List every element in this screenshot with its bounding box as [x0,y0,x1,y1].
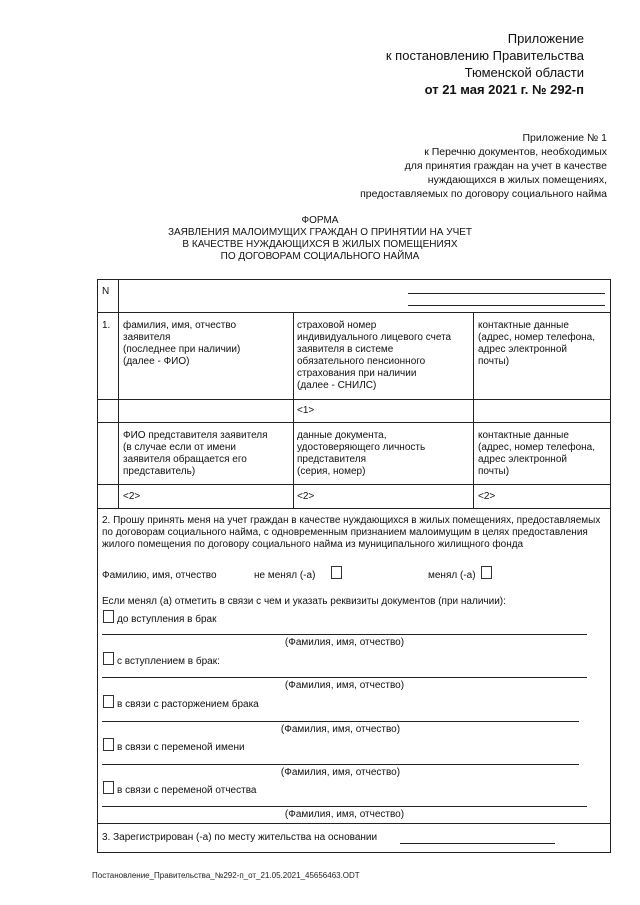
rep-contacts-label: контактные данные (адрес, номер телефона, адрес электронной почты) [478,430,596,477]
if-changed-text: Если менял (а) отметить в связи с чем и указать реквизиты документов (при наличии): [102,596,506,607]
contacts-label: контактные данные (адрес, номер телефона, адрес электронной почты) [478,320,596,367]
number-line[interactable] [408,305,605,306]
fio-entry-line[interactable] [102,677,587,678]
option-label: в связи с расторжением брака [117,699,259,710]
option-checkbox[interactable] [103,781,114,794]
footnote-ref: <1> [297,405,315,416]
rep-doc-label: данные документа, удостоверяющего личность представителя (серия, номер) [297,430,426,477]
row-divider [98,399,610,400]
not-changed-checkbox[interactable] [331,566,342,579]
fio-entry-line[interactable] [102,634,587,635]
application-form-table [97,279,611,853]
section-2-text: 2. Прошу принять меня на учет граждан в качестве нуждающихся в жилых помещениях, предоставляемых по договорам социального найма, с одновременным признанием малоимущим в целях предоставления жилого помещения по договору социального найма из муниципального жилищного фонда [102,515,601,550]
form-title-line-3: В КАЧЕСТВЕ НУЖДАЮЩИХСЯ В ЖИЛЫХ ПОМЕЩЕНИЯХ [182,239,458,250]
appendix-line-2: к Перечню документов, необходимых [424,146,607,158]
document-footer: Постановление_Правительства_№292-п_от_21.05.2021_45656463.ODT [92,871,360,880]
rep-fio-label: ФИО представителя заявителя (в случае если от имени заявителя обращается его представитель) [123,430,268,477]
form-title [0,215,640,263]
option-label: с вступлением в брак: [117,656,220,667]
appendix-line-1: Приложение № 1 [522,132,607,144]
footnote-ref: <2> [123,491,141,502]
fio-caption: (Фамилия, имя, отчество) [284,809,405,820]
header-line-2: к постановлению Правительства [385,48,584,63]
option-checkbox[interactable] [103,738,114,751]
row-number: 1. [102,320,111,331]
header-line-4: от 21 мая 2021 г. № 292-п [424,82,584,97]
appendix-block [360,131,607,201]
fio-entry-line[interactable] [102,721,579,722]
fio-caption: (Фамилия, имя, отчество) [280,767,401,778]
col-divider [118,280,119,508]
option-label: до вступления в брак [117,614,217,625]
section-3-text: 3. Зарегистрирован (-а) по месту жительства на основании [102,832,378,843]
option-label: в связи с переменой отчества [117,785,257,796]
option-checkbox[interactable] [103,610,114,623]
row-divider [98,484,610,485]
col-divider [293,312,294,508]
fio-label: фамилия, имя, отчество заявителя (последнее при наличии) (далее - ФИО) [123,320,241,367]
form-title-line-1: ФОРМА [301,215,339,226]
option-checkbox[interactable] [103,695,114,708]
form-title-line-2: ЗАЯВЛЕНИЯ МАЛОИМУЩИХ ГРАЖДАН О ПРИНЯТИИ НА УЧЕТ [167,227,473,238]
footnote-ref: <2> [297,491,315,502]
fio-entry-line[interactable] [102,806,587,807]
row-divider [98,508,610,509]
row-divider [98,422,610,423]
basis-entry-line[interactable] [400,843,555,844]
appendix-line-5: предоставляемых по договору социального найма [360,188,607,200]
not-changed-label: не менял (-а) [254,570,316,581]
header-line-1: Приложение [507,31,584,46]
fio-entry-line[interactable] [102,764,579,765]
form-title-line-4: ПО ДОГОВОРАМ СОЦИАЛЬНОГО НАЙМА [220,251,420,262]
fio-caption: (Фамилия, имя, отчество) [280,724,401,735]
n-label: N [102,286,110,297]
option-checkbox[interactable] [103,652,114,665]
fio-caption: (Фамилия, имя, отчество) [284,680,405,691]
header-block [386,30,584,98]
appendix-line-3: для принятия граждан на учет в качестве [404,160,607,172]
row-divider [98,823,610,824]
fio-caption: (Фамилия, имя, отчество) [284,637,405,648]
appendix-line-4: нуждающихся в жилых помещениях, [427,174,607,186]
number-line[interactable] [408,293,605,294]
snils-label: страховой номер индивидуального лицевого счета заявителя в системе обязательного пенсионного страхования при наличии (далее - СНИЛС) [297,320,452,391]
changed-checkbox[interactable] [481,566,492,579]
footnote-ref: <2> [478,491,496,502]
header-line-3: Тюменской области [464,65,584,80]
col-divider [473,312,474,508]
row-divider [98,312,610,313]
changed-label: менял (-а) [428,570,476,581]
fio-change-label: Фамилию, имя, отчество [102,570,217,581]
option-label: в связи с переменой имени [117,742,245,753]
